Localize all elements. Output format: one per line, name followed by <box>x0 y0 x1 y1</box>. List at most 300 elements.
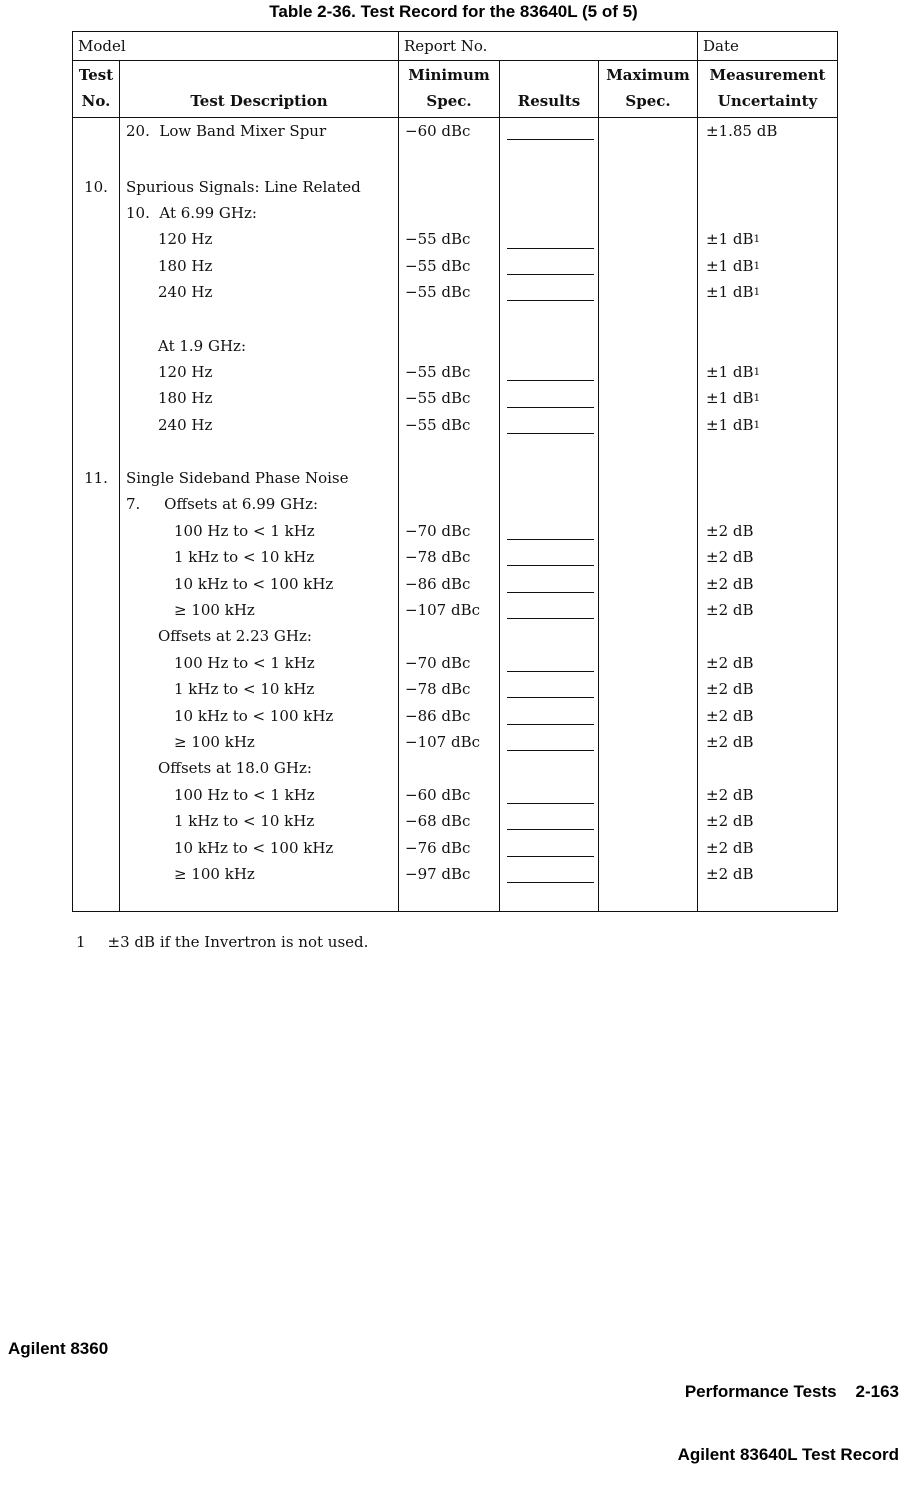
maximum-spec-cell <box>599 808 698 834</box>
test-description-cell <box>120 200 399 226</box>
uncertainty-cell <box>698 332 837 358</box>
maximum-spec-cell <box>599 597 698 623</box>
test-no-cell <box>73 782 120 808</box>
maximum-spec-cell <box>599 412 698 438</box>
minimum-spec-cell: −107 dBc <box>399 597 500 623</box>
test-description-text: ≥ 100 kHz <box>174 864 255 883</box>
test-no-cell: 10. <box>73 173 120 199</box>
test-description-cell <box>120 253 399 279</box>
uncertainty-cell <box>698 650 837 676</box>
test-description-cell <box>120 359 399 385</box>
minimum-spec-cell <box>399 623 500 649</box>
test-no-cell <box>73 861 120 887</box>
table-row <box>73 755 837 781</box>
uncertainty-cell: ±1 dB 1 <box>706 389 761 408</box>
minimum-spec-cell: −86 dBc <box>399 702 500 728</box>
minimum-spec-cell <box>399 438 500 465</box>
header-line: Uncertainty <box>717 92 818 110</box>
test-no-cell <box>73 200 120 226</box>
result-blank-line <box>507 248 594 249</box>
minimum-spec-cell: −60 dBc <box>399 782 500 808</box>
results-cell <box>500 412 599 438</box>
table-row <box>73 650 837 676</box>
footer-right-block <box>678 1339 899 1507</box>
minimum-spec-cell: −70 dBc <box>399 518 500 544</box>
test-description-column-header <box>120 61 399 117</box>
uncertainty-cell <box>698 118 837 144</box>
uncertainty-cell <box>698 173 837 199</box>
table-row <box>73 359 837 385</box>
results-cell <box>500 144 599 173</box>
uncertainty-value: ±2 dB <box>706 601 754 620</box>
table-spacer-row <box>73 144 837 173</box>
uncertainty-cell: ±1 dB 1 <box>706 415 761 434</box>
header-line: Results <box>517 92 581 110</box>
test-description-text: 100 Hz to < 1 kHz <box>174 521 315 540</box>
table-row <box>73 597 837 623</box>
table-spacer-row <box>73 305 837 332</box>
maximum-spec-cell <box>599 518 698 544</box>
table-row <box>73 491 837 517</box>
uncertainty-cell <box>698 570 837 596</box>
table-column-header-row <box>73 60 837 118</box>
results-cell <box>500 491 599 517</box>
uncertainty-cell <box>698 676 837 702</box>
footer-right-line2: Agilent 83640L Test Record <box>677 1445 899 1464</box>
test-description-text: 10 kHz to < 100 kHz <box>174 574 334 593</box>
results-cell <box>500 544 599 570</box>
uncertainty-cell <box>698 623 837 649</box>
uncertainty-value: ±2 dB <box>706 864 754 883</box>
uncertainty-cell <box>698 834 837 860</box>
minimum-spec-cell: −70 dBc <box>399 650 500 676</box>
minimum-spec-cell: −76 dBc <box>399 834 500 860</box>
uncertainty-value: ±1 dB <box>706 389 754 408</box>
measurement-uncertainty-column-header <box>698 61 837 117</box>
test-record-table <box>72 31 838 912</box>
minimum-spec-cell: −55 dBc <box>399 385 500 411</box>
maximum-spec-cell <box>599 253 698 279</box>
table-row <box>73 623 837 649</box>
result-blank-line <box>507 618 594 619</box>
table-row <box>73 226 837 252</box>
uncertainty-value: ±2 dB <box>706 548 754 567</box>
test-no-column-header <box>73 61 120 117</box>
test-no-cell <box>73 279 120 305</box>
uncertainty-value: ±2 dB <box>706 838 754 857</box>
test-no-cell <box>73 305 120 332</box>
test-description-cell <box>120 544 399 570</box>
minimum-spec-cell <box>399 887 500 911</box>
maximum-spec-cell <box>599 305 698 332</box>
test-description-text: 10 kHz to < 100 kHz <box>174 838 334 857</box>
test-no-cell <box>73 597 120 623</box>
minimum-spec-cell <box>399 144 500 173</box>
test-description-cell <box>120 144 399 173</box>
uncertainty-cell <box>698 597 837 623</box>
result-blank-line <box>507 274 594 275</box>
test-description-text: 1 kHz to < 10 kHz <box>174 680 315 699</box>
uncertainty-value: ±1 dB <box>706 362 754 381</box>
test-no-cell <box>73 412 120 438</box>
minimum-spec-cell: −55 dBc <box>399 226 500 252</box>
uncertainty-cell <box>698 438 837 465</box>
maximum-spec-cell <box>599 491 698 517</box>
model-header-cell: Model <box>73 32 399 60</box>
table-row <box>73 544 837 570</box>
test-no-cell <box>73 834 120 860</box>
result-blank-line <box>507 539 594 540</box>
footnote <box>76 933 368 951</box>
result-blank-line <box>507 856 594 857</box>
maximum-spec-cell <box>599 702 698 728</box>
uncertainty-cell: ±1 dB 1 <box>706 256 761 275</box>
minimum-spec-column-header <box>399 61 500 117</box>
test-no-cell <box>73 544 120 570</box>
header-line: Minimum <box>408 66 490 84</box>
test-no-cell <box>73 359 120 385</box>
table-row <box>73 279 837 305</box>
minimum-spec-cell: −78 dBc <box>399 544 500 570</box>
test-no-cell <box>73 570 120 596</box>
uncertainty-value: ±2 dB <box>706 733 754 751</box>
result-blank-line <box>507 380 594 381</box>
maximum-spec-cell <box>599 650 698 676</box>
minimum-spec-cell: −97 dBc <box>399 861 500 887</box>
test-no-cell <box>73 144 120 173</box>
test-description-text: 7. Offsets at 6.99 GHz: <box>126 495 319 514</box>
header-line: Spec. <box>426 92 472 110</box>
maximum-spec-cell <box>599 226 698 252</box>
test-description-cell <box>120 676 399 702</box>
table-row <box>73 861 837 887</box>
uncertainty-value: ±2 dB <box>706 812 754 831</box>
uncertainty-value: ±2 dB <box>706 680 754 699</box>
test-no-cell <box>73 887 120 911</box>
results-cell <box>500 118 599 144</box>
test-description-text: 1 kHz to < 10 kHz <box>174 812 315 831</box>
footnote-text: ±3 dB if the Invertron is not used. <box>107 933 369 951</box>
results-cell <box>500 650 599 676</box>
uncertainty-cell <box>698 144 837 173</box>
header-line: Test <box>78 66 114 84</box>
uncertainty-value: ±1 dB <box>706 283 754 302</box>
table-row <box>73 253 837 279</box>
results-cell <box>500 226 599 252</box>
table-row <box>73 702 837 728</box>
test-description-text: 1 kHz to < 10 kHz <box>174 548 315 567</box>
result-blank-line <box>507 407 594 408</box>
uncertainty-cell <box>698 465 837 491</box>
test-description-text: ≥ 100 kHz <box>174 733 255 751</box>
uncertainty-cell <box>698 755 837 781</box>
test-description-text: Spurious Signals: Line Related <box>126 177 361 196</box>
results-cell <box>500 465 599 491</box>
results-cell <box>500 305 599 332</box>
maximum-spec-cell <box>599 834 698 860</box>
test-description-cell <box>120 887 399 911</box>
test-no-cell <box>73 253 120 279</box>
uncertainty-cell <box>698 808 837 834</box>
results-cell <box>500 702 599 728</box>
uncertainty-cell <box>698 544 837 570</box>
test-no-cell <box>73 729 120 755</box>
table-row <box>73 465 837 491</box>
result-blank-line <box>507 300 594 301</box>
header-line: No. <box>81 92 111 110</box>
results-cell <box>500 887 599 911</box>
maximum-spec-cell <box>599 782 698 808</box>
result-blank-line <box>507 139 594 140</box>
table-spacer-row <box>73 438 837 465</box>
table-row <box>73 332 837 358</box>
test-no-cell <box>73 332 120 358</box>
test-description-cell <box>120 808 399 834</box>
uncertainty-value: ±2 dB <box>706 785 754 804</box>
uncertainty-value: ±2 dB <box>706 574 754 593</box>
table-row <box>73 782 837 808</box>
footer-right-line1: Performance Tests 2-163 <box>684 1382 899 1401</box>
results-cell <box>500 834 599 860</box>
maximum-spec-cell <box>599 465 698 491</box>
results-cell <box>500 676 599 702</box>
uncertainty-cell: ±1 dB 1 <box>706 230 761 249</box>
maximum-spec-cell <box>599 570 698 596</box>
test-no-cell <box>73 702 120 728</box>
test-description-text: 240 Hz <box>158 415 213 434</box>
maximum-spec-cell <box>599 887 698 911</box>
result-blank-line <box>507 750 594 751</box>
date-header-cell: Date <box>703 37 739 55</box>
page-title: Table 2-36. Test Record for the 83640L (5 of 5) <box>269 2 638 21</box>
results-cell <box>500 570 599 596</box>
test-description-cell <box>120 279 399 305</box>
table-row <box>73 570 837 596</box>
test-description-cell <box>120 465 399 491</box>
minimum-spec-cell: −55 dBc <box>399 253 500 279</box>
uncertainty-value: ±2 dB <box>706 706 754 725</box>
test-description-text: 120 Hz <box>158 362 213 381</box>
result-blank-line <box>507 829 594 830</box>
results-cell <box>500 173 599 199</box>
minimum-spec-cell: −78 dBc <box>399 676 500 702</box>
test-description-cell <box>120 332 399 358</box>
footnote-marker: 1 <box>76 933 86 951</box>
test-no-cell <box>73 755 120 781</box>
minimum-spec-cell <box>399 200 500 226</box>
footer-left-text: Agilent 8360 <box>8 1339 109 1358</box>
test-description-cell <box>120 438 399 465</box>
uncertainty-cell <box>698 729 837 755</box>
minimum-spec-cell: −60 dBc <box>399 118 500 144</box>
minimum-spec-cell <box>399 755 500 781</box>
uncertainty-value: ±2 dB <box>706 521 754 540</box>
minimum-spec-cell: −55 dBc <box>399 412 500 438</box>
report-no-header-cell: Report No. <box>399 32 698 60</box>
results-cell <box>500 438 599 465</box>
test-description-text: 120 Hz <box>158 230 213 249</box>
result-blank-line <box>507 803 594 804</box>
results-cell <box>500 597 599 623</box>
test-no-cell <box>73 118 120 144</box>
minimum-spec-cell <box>399 332 500 358</box>
test-no-cell <box>73 623 120 649</box>
maximum-spec-cell <box>599 385 698 411</box>
test-description-cell <box>120 226 399 252</box>
minimum-spec-cell: −55 dBc <box>399 279 500 305</box>
test-description-text: ≥ 100 kHz <box>174 601 255 620</box>
result-blank-line <box>507 433 594 434</box>
table-spacer-row <box>73 887 837 911</box>
maximum-spec-cell <box>599 623 698 649</box>
test-no-cell <box>73 808 120 834</box>
results-cell <box>500 808 599 834</box>
maximum-spec-cell <box>599 755 698 781</box>
test-description-text: 100 Hz to < 1 kHz <box>174 653 315 672</box>
uncertainty-cell <box>698 491 837 517</box>
maximum-spec-cell <box>599 279 698 305</box>
test-description-cell <box>120 570 399 596</box>
results-cell <box>500 332 599 358</box>
table-row <box>73 834 837 860</box>
results-cell <box>500 359 599 385</box>
results-cell <box>500 729 599 755</box>
maximum-spec-cell <box>599 118 698 144</box>
test-no-cell <box>73 385 120 411</box>
test-description-text: Single Sideband Phase Noise <box>126 469 349 488</box>
results-cell <box>500 385 599 411</box>
minimum-spec-cell <box>399 465 500 491</box>
minimum-spec-cell <box>399 305 500 332</box>
table-row <box>73 808 837 834</box>
result-blank-line <box>507 592 594 593</box>
results-cell <box>500 623 599 649</box>
test-description-text: Offsets at 2.23 GHz: <box>158 627 312 646</box>
test-no-cell <box>73 518 120 544</box>
table-row <box>73 676 837 702</box>
uncertainty-cell <box>698 861 837 887</box>
uncertainty-cell <box>698 200 837 226</box>
test-description-cell <box>120 305 399 332</box>
result-blank-line <box>507 697 594 698</box>
test-description-text: 10 kHz to < 100 kHz <box>174 706 334 725</box>
test-description-text: 100 Hz to < 1 kHz <box>174 785 315 804</box>
maximum-spec-cell <box>599 200 698 226</box>
test-description-cell <box>120 702 399 728</box>
minimum-spec-cell: −107 dBc <box>399 729 500 755</box>
test-no-cell <box>73 676 120 702</box>
uncertainty-value: ±1 dB <box>706 415 754 434</box>
test-no-cell <box>73 226 120 252</box>
result-blank-line <box>507 724 594 725</box>
maximum-spec-cell <box>599 359 698 385</box>
test-description-cell <box>120 755 399 781</box>
test-description-cell <box>120 118 399 144</box>
results-cell <box>500 782 599 808</box>
result-blank-line <box>507 671 594 672</box>
test-description-text: 240 Hz <box>158 283 213 302</box>
table-row <box>73 412 837 438</box>
test-description-cell <box>120 385 399 411</box>
uncertainty-cell: ±1 dB 1 <box>706 283 761 302</box>
test-no-cell <box>73 438 120 465</box>
maximum-spec-cell <box>599 729 698 755</box>
table-body <box>73 118 837 911</box>
uncertainty-cell: ±1 dB 1 <box>706 362 761 381</box>
test-no-cell <box>73 491 120 517</box>
uncertainty-value: ±2 dB <box>706 653 754 672</box>
test-description-cell <box>120 782 399 808</box>
header-line: Measurement <box>709 66 826 84</box>
table-row <box>73 385 837 411</box>
table-row <box>73 200 837 226</box>
table-row <box>73 173 837 199</box>
test-description-text: 20. Low Band Mixer Spur <box>126 122 327 141</box>
minimum-spec-cell: −68 dBc <box>399 808 500 834</box>
uncertainty-value: ±1.85 dB <box>706 122 778 141</box>
test-description-cell <box>120 729 399 755</box>
uncertainty-cell <box>698 518 837 544</box>
uncertainty-cell <box>698 702 837 728</box>
header-line: Spec. <box>625 92 671 110</box>
results-cell <box>500 253 599 279</box>
maximum-spec-cell <box>599 861 698 887</box>
test-description-text: 180 Hz <box>158 389 213 408</box>
header-line: Test Description <box>190 92 328 110</box>
maximum-spec-column-header <box>599 61 698 117</box>
table-row <box>73 118 837 144</box>
test-description-text: 180 Hz <box>158 256 213 275</box>
test-description-cell <box>120 650 399 676</box>
uncertainty-cell <box>698 305 837 332</box>
test-description-cell <box>120 173 399 199</box>
minimum-spec-cell: −86 dBc <box>399 570 500 596</box>
results-column-header <box>500 61 599 117</box>
table-info-header-row <box>73 32 837 60</box>
uncertainty-value: ±1 dB <box>706 230 754 249</box>
results-cell <box>500 200 599 226</box>
results-cell <box>500 861 599 887</box>
test-description-cell <box>120 412 399 438</box>
maximum-spec-cell <box>599 544 698 570</box>
maximum-spec-cell <box>599 676 698 702</box>
test-no-cell <box>73 650 120 676</box>
maximum-spec-cell <box>599 438 698 465</box>
result-blank-line <box>507 882 594 883</box>
header-line: Maximum <box>606 66 690 84</box>
uncertainty-cell <box>698 887 837 911</box>
table-row <box>73 518 837 544</box>
minimum-spec-cell: −55 dBc <box>399 359 500 385</box>
results-cell <box>500 279 599 305</box>
test-description-text: 10. At 6.99 GHz: <box>126 203 257 222</box>
test-description-cell <box>120 834 399 860</box>
maximum-spec-cell <box>599 144 698 173</box>
minimum-spec-cell <box>399 173 500 199</box>
test-description-text: Offsets at 18.0 GHz: <box>158 759 312 778</box>
test-description-cell <box>120 623 399 649</box>
test-description-cell <box>120 861 399 887</box>
uncertainty-value: ±1 dB <box>706 256 754 275</box>
test-description-cell <box>120 518 399 544</box>
results-cell <box>500 518 599 544</box>
maximum-spec-cell <box>599 332 698 358</box>
uncertainty-cell <box>698 782 837 808</box>
results-cell <box>500 755 599 781</box>
maximum-spec-cell <box>599 173 698 199</box>
minimum-spec-cell <box>399 491 500 517</box>
table-row <box>73 729 837 755</box>
